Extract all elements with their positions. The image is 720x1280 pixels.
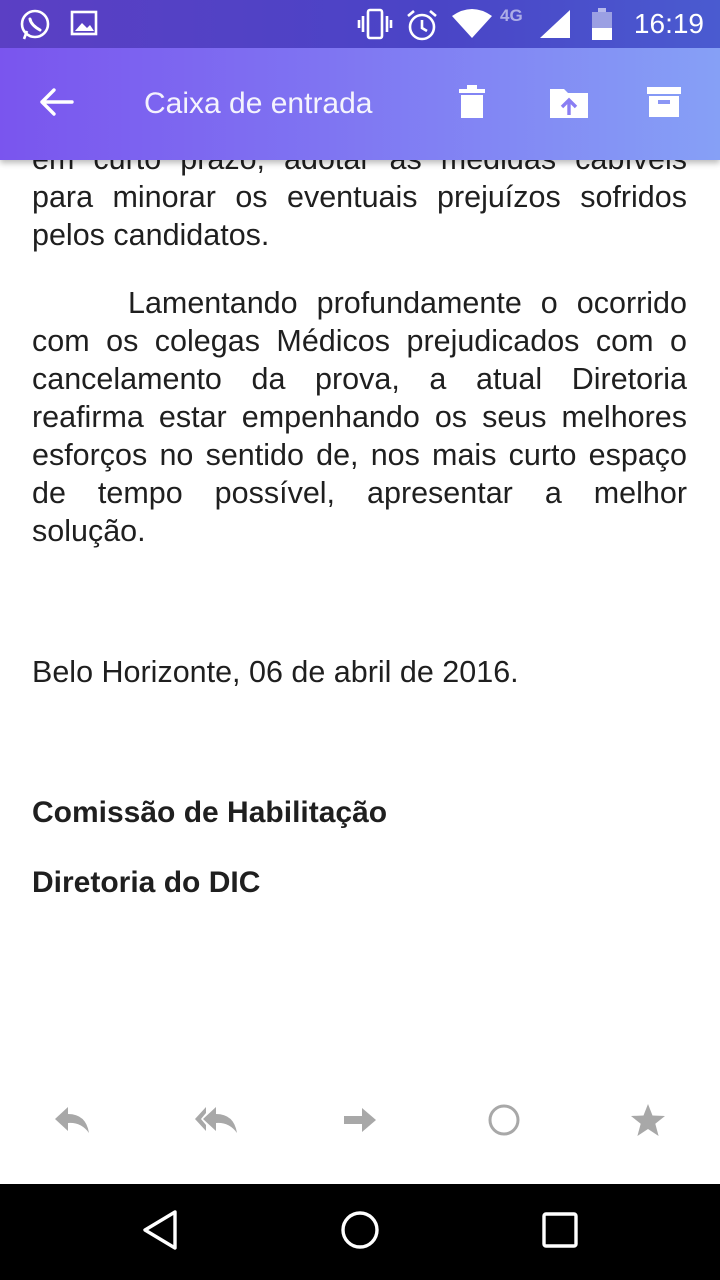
whatsapp-icon xyxy=(18,8,52,47)
unread-circle-icon xyxy=(487,1103,521,1142)
reply-icon xyxy=(53,1105,91,1140)
delete-button[interactable] xyxy=(448,80,496,128)
system-nav-bar xyxy=(0,1184,720,1280)
home-circle-icon xyxy=(339,1209,381,1256)
reply-all-button[interactable] xyxy=(192,1098,240,1146)
email-body xyxy=(32,140,687,550)
recents-square-icon xyxy=(541,1211,579,1254)
image-icon xyxy=(70,8,98,43)
reply-all-icon xyxy=(193,1105,239,1140)
message-action-bar xyxy=(0,1090,720,1154)
signal-icon xyxy=(538,8,572,45)
network-type: 4G xyxy=(500,6,523,25)
star-button[interactable] xyxy=(624,1098,672,1146)
back-arrow-icon xyxy=(38,87,74,122)
forward-button[interactable] xyxy=(336,1098,384,1146)
page-title: Caixa de entrada xyxy=(144,87,373,120)
nav-back-button[interactable] xyxy=(136,1208,184,1256)
archive-icon xyxy=(646,86,682,123)
battery-icon xyxy=(590,8,614,47)
vibrate-icon xyxy=(357,8,393,45)
email-paragraph: para minorar os eventuais prejuízos sofridos pelos candidatos. xyxy=(32,180,687,252)
signature-line: Diretoria do DIC xyxy=(32,866,261,899)
clock: 16:19 xyxy=(633,8,704,39)
nav-recents-button[interactable] xyxy=(536,1208,584,1256)
archive-button[interactable] xyxy=(640,80,688,128)
wifi-icon xyxy=(450,8,494,45)
alarm-icon xyxy=(405,8,439,47)
star-icon xyxy=(630,1103,666,1142)
back-triangle-icon xyxy=(140,1209,180,1256)
app-bar xyxy=(0,48,720,160)
nav-home-button[interactable] xyxy=(336,1208,384,1256)
trash-icon xyxy=(457,85,487,124)
date-line: Belo Horizonte, 06 de abril de 2016. xyxy=(32,655,519,689)
back-button[interactable] xyxy=(32,80,80,128)
email-paragraph: Lamentando profundamente o ocorrido com os colegas Médicos prejudicados com o cancelamento da prova, a atual Diretoria reafirma estar empenhando os seus melhores esforços no sentido de, nos mais curto espaço de tempo possível, apresentar a melhor solução. xyxy=(32,286,687,548)
reply-button[interactable] xyxy=(48,1098,96,1146)
signature-line: Comissão de Habilitação xyxy=(32,796,388,829)
move-to-folder-icon xyxy=(549,85,589,124)
move-button[interactable] xyxy=(545,80,593,128)
status-bar xyxy=(0,0,720,48)
mark-unread-button[interactable] xyxy=(480,1098,528,1146)
forward-icon xyxy=(342,1106,378,1139)
